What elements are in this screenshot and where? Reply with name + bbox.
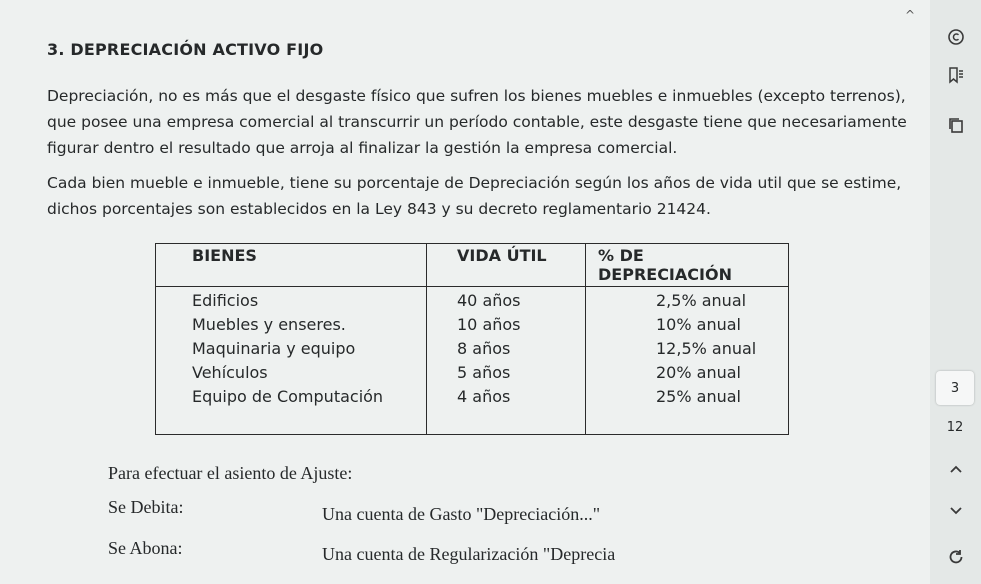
- abona-value: Una cuenta de Regularización "Deprecia: [322, 544, 616, 564]
- table-row: [156, 287, 789, 435]
- total-pages-label: 12: [946, 419, 964, 435]
- dep-item: 25% anual: [656, 387, 741, 406]
- header-depreciacion: % DE DEPRECIACIÓN: [586, 244, 789, 287]
- table-header-row: [156, 244, 789, 287]
- bien-item: Maquinaria y equipo: [192, 339, 356, 358]
- ajuste-title: Para efectuar el asiento de Ajuste:: [108, 463, 353, 483]
- header-bienes: BIENES: [156, 244, 427, 287]
- refresh-icon[interactable]: [947, 548, 965, 566]
- bien-item: Vehículos: [192, 363, 268, 382]
- abona-label: Se Abona:: [108, 538, 183, 558]
- debita-label: Se Debita:: [108, 497, 184, 517]
- copy-icon[interactable]: [947, 116, 965, 134]
- bien-item: Equipo de Computación: [192, 387, 384, 406]
- paragraph-percentages: Cada bien mueble e inmueble, tiene su porcentaje de Depreciación según los años de vida util que se estime, dichos porcentajes son establecidos en la Ley 843 y su decreto reglamentario 21424.: [47, 174, 902, 218]
- bien-item: Muebles y enseres.: [192, 315, 346, 334]
- collapse-top-icon[interactable]: ^: [905, 8, 916, 22]
- paragraph-definition: Depreciación, no es más que el desgaste físico que sufren los bienes muebles e inmuebles (excepto terrenos), que posee una empresa comercial al transcurrir un período contable, este desgaste tiene que necesariamente figurar dentro el resultado que arroja al finalizar la gestión la empresa comercial.: [47, 87, 907, 157]
- dep-item: 2,5% anual: [656, 291, 747, 310]
- bien-item: Edificios: [192, 291, 259, 310]
- vida-item: 4 años: [457, 387, 511, 406]
- vida-item: 40 años: [457, 291, 521, 310]
- dep-item: 12,5% anual: [656, 339, 757, 358]
- depreciacion-cell: [586, 287, 789, 435]
- current-page-indicator[interactable]: 3: [936, 371, 974, 405]
- debita-value: Una cuenta de Gasto "Depreciación...": [322, 504, 601, 524]
- bienes-cell: [156, 287, 427, 435]
- copyright-icon[interactable]: [947, 28, 965, 46]
- vida-item: 8 años: [457, 339, 511, 358]
- bookmark-list-icon[interactable]: [947, 66, 965, 84]
- vida-item: 5 años: [457, 363, 511, 382]
- right-toolbar: [930, 0, 981, 584]
- header-vida-util: VIDA ÚTIL: [427, 244, 586, 287]
- chevron-up-icon[interactable]: [947, 460, 965, 478]
- dep-item: 10% anual: [656, 315, 741, 334]
- dep-item: 20% anual: [656, 363, 741, 382]
- section-heading: 3. DEPRECIACIÓN ACTIVO FIJO: [47, 40, 324, 59]
- chevron-down-icon[interactable]: [947, 502, 965, 520]
- vida-util-cell: [427, 287, 586, 435]
- vida-item: 10 años: [457, 315, 521, 334]
- depreciation-table: [155, 243, 789, 435]
